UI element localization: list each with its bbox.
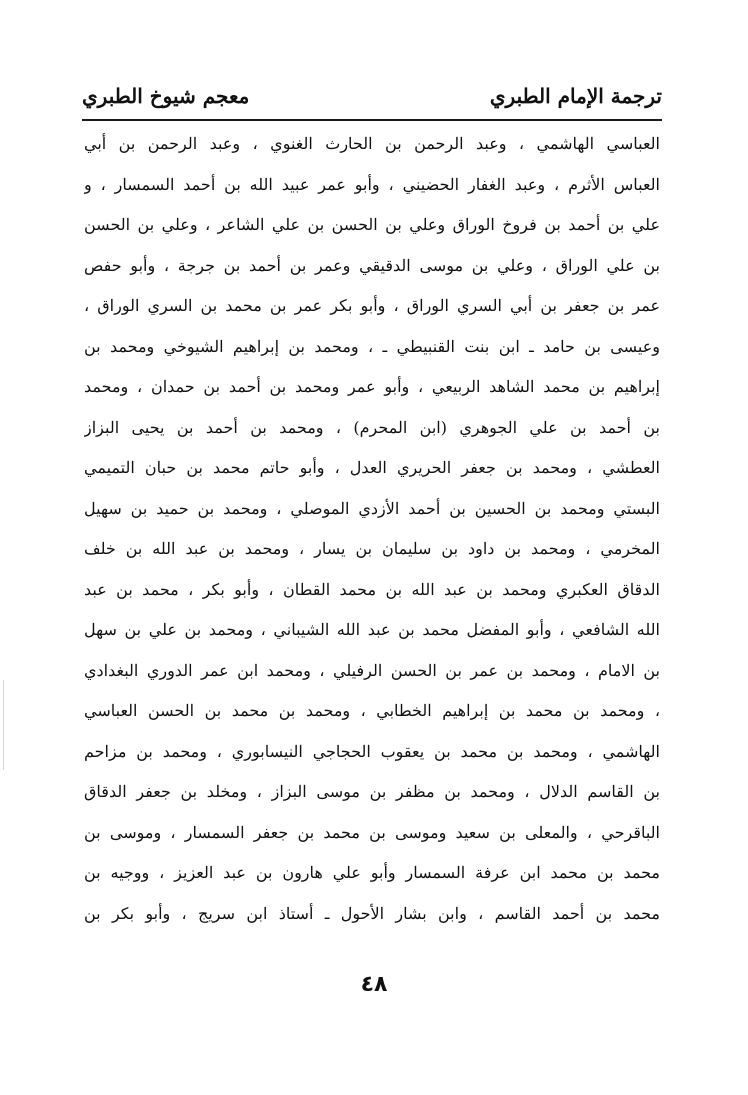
text-line: ، ومحمد بن محمد بن إبراهيم الخطابي ، ومحمد بن محمد بن الحسن العباسي — [84, 701, 660, 720]
text-line: محمد بن أحمد القاسم ، وابن بشار الأحول ـ أستاذ ابن سريج ، وأبو بكر بن — [84, 903, 660, 923]
text-line: وعيسى بن حامد ـ ابن بنت القنبيطي ـ ، ومحمد بن إبراهيم الشيوخي ومحمد بن — [84, 336, 660, 356]
text-line: بن أحمد بن علي الجوهري (ابن المحرم) ، ومحمد بن أحمد بن يحيى البزاز — [84, 417, 660, 437]
running-header — [82, 76, 662, 116]
text-line: الهاشمي ، ومحمد بن محمد بن يعقوب الحجاجي النيسابوري ، ومحمد بن مزاحم — [84, 741, 660, 761]
text-line: الله الشافعي ، وأبو المفضل محمد بن عبد الله الشيباني ، ومحمد بن علي بن سهل — [84, 620, 660, 639]
text-line: بن الامام ، ومحمد بن عمر بن الحسن الرفيلي ، ومحمد ابن عمر الدوري البغدادي — [84, 660, 660, 680]
text-line: الباقرحي ، والمعلى بن سعيد وموسى بن محمد بن جعفر السمسار ، وموسى بن — [84, 822, 660, 842]
text-line: البستي ومحمد بن الحسين بن أحمد الأزدي الموصلي ، ومحمد بن حميد بن سهيل — [84, 498, 660, 518]
header-left-title: معجم شيوخ الطبري — [82, 84, 250, 108]
text-line: عمر بن جعفر بن أبي السري الوراق ، وأبو بكر عمر بن محمد بن السري الوراق ، — [84, 296, 660, 315]
text-line: علي بن أحمد بن فروخ الوراق وعلي بن الحسن بن علي الشاعر ، وعلي بن الحسن — [84, 215, 660, 234]
text-line: إبراهيم بن محمد الشاهد الربيعي ، وأبو عمر ومحمد بن أحمد بن حمدان ، ومحمد — [84, 377, 660, 396]
text-line: العطشي ، ومحمد بن جعفر الحريري العدل ، وأبو حاتم محمد بن حبان التميمي — [84, 458, 660, 477]
header-divider — [82, 119, 662, 121]
page-number: ٤٨ — [360, 972, 388, 997]
text-line: محمد بن محمد ابن عرفة السمسار وأبو علي هارون بن عبد العزيز ، ووجيه بن — [84, 863, 660, 882]
scan-edge-mark — [3, 680, 4, 770]
text-line: الدقاق العكبري ومحمد بن عبد الله بن محمد القطان ، وأبو بكر ، محمد بن عبد — [84, 579, 660, 599]
text-line: العباسي الهاشمي ، وعبد الرحمن بن الحارث الغنوي ، وعبد الرحمن بن أبي — [84, 134, 660, 153]
text-line: العباس الأثرم ، وعبد الغفار الحضيني ، وأبو عمر عبيد الله بن أحمد السمسار ، و — [84, 174, 660, 194]
text-line: بن علي الوراق ، وعلي بن موسى الدقيقي وعمر بن أحمد بن جرجة ، وأبو حفص — [84, 255, 660, 275]
body-text — [84, 124, 660, 934]
text-line: المخرمي ، ومحمد بن داود بن سليمان بن يسار ، ومحمد بن عبد الله بن خلف — [84, 539, 660, 558]
text-line: بن القاسم الدلال ، ومحمد بن مظفر بن موسى البزاز ، ومخلد بن جعفر الدقاق — [84, 782, 660, 801]
header-right-title: ترجمة الإمام الطبري — [489, 84, 662, 108]
